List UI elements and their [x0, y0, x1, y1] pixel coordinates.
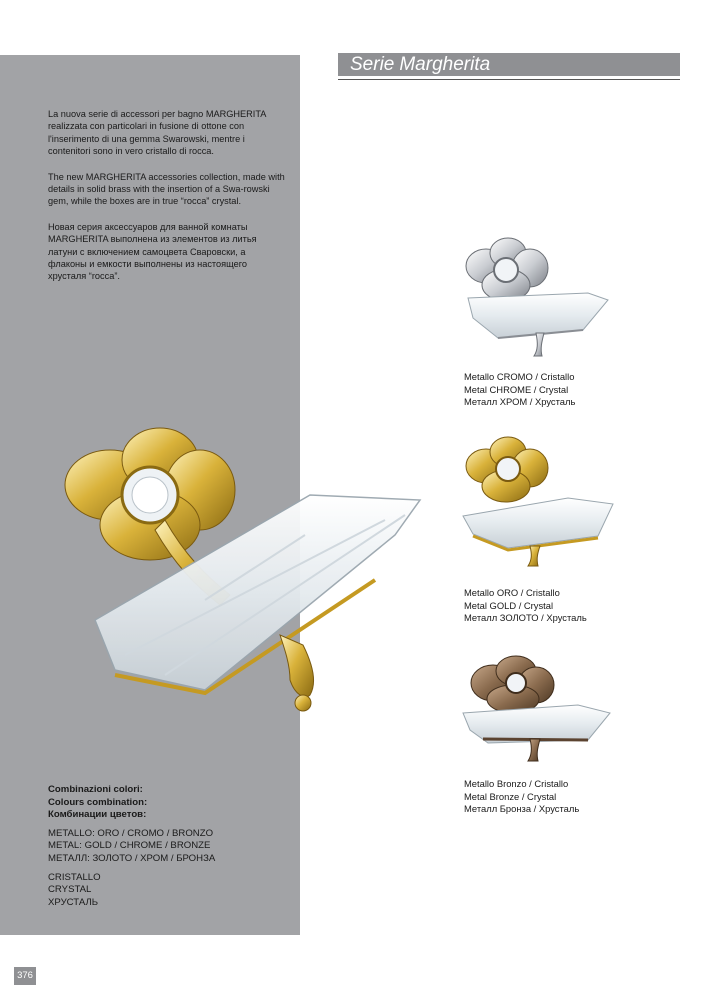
combo-heading-line: Комбинации цветов: — [48, 809, 147, 821]
series-title-prefix: Serie — [350, 54, 395, 75]
page-number: 376 — [14, 967, 36, 985]
combo-metal-line: МЕТАЛЛ: ЗОЛОТО / ХРОМ / БРОНЗА — [48, 852, 216, 864]
caption-bronze-line: Metallo Bronzo / Cristallo — [464, 778, 569, 789]
chrome-soap-dish-image — [458, 238, 613, 363]
combo-crystal-line: ХРУСТАЛЬ — [48, 896, 99, 908]
bronze-soap-dish-image — [458, 655, 613, 770]
header-underline — [338, 79, 680, 80]
combo-crystal-line: CRYSTAL — [48, 884, 92, 896]
caption-bronze — [464, 778, 579, 816]
series-title — [350, 53, 490, 76]
caption-bronze-line: Металл Бронза / Хрусталь — [464, 803, 580, 815]
caption-chrome — [464, 371, 575, 409]
gold-soap-dish-small-image — [458, 436, 618, 571]
gold-soap-dish-large-image — [55, 425, 425, 715]
caption-chrome-line: Metal CHROME / Crystal — [464, 383, 569, 395]
caption-gold-line: Metal GOLD / Crystal — [464, 599, 554, 611]
caption-gold-line: Metallo ORO / Cristallo — [464, 587, 560, 598]
caption-bronze-line: Metal Bronze / Crystal — [464, 790, 557, 802]
caption-chrome-line: Металл ХРОМ / Хрусталь — [464, 396, 576, 408]
intro-russian: Новая серия аксессуаров для ванной комнаты MARGHERITA выполнена из элементов из литья латуни с включением самоцвета Сваровски, а флаконы и емкости выполнены из настоящего хрусталя “rocca”. — [48, 221, 257, 282]
intro-english: The new MARGHERITA accessories collection, made with details in solid brass with the insertion of a Swa-rowski gem, while the boxes are in true “rocca” crystal. — [48, 171, 285, 207]
caption-chrome-line: Metallo CROMO / Cristallo — [464, 371, 575, 382]
combo-crystal-line: CRISTALLO — [48, 871, 101, 883]
intro-italian: La nuova serie di accessori per bagno MARGHERITA realizzata con particolari in fusione di ottone con l'inserimento di una gemma Swarowski, mentre i contenitori sono in vero cristallo di rocca. — [48, 109, 266, 157]
combo-metal-line: METAL: GOLD / CHROME / BRONZE — [48, 840, 211, 852]
caption-gold-line: Металл ЗОЛОТО / Хрусталь — [464, 612, 587, 624]
caption-gold — [464, 587, 587, 625]
intro-text — [48, 108, 286, 296]
combo-heading-line: Colours combination: — [48, 796, 148, 808]
series-title-name: Margherita — [399, 54, 491, 75]
combo-metal-line: METALLO: ORO / CROMO / BRONZO — [48, 827, 214, 839]
combo-heading-line: Combinazioni colori: — [48, 784, 143, 795]
colour-combinations — [48, 784, 288, 909]
